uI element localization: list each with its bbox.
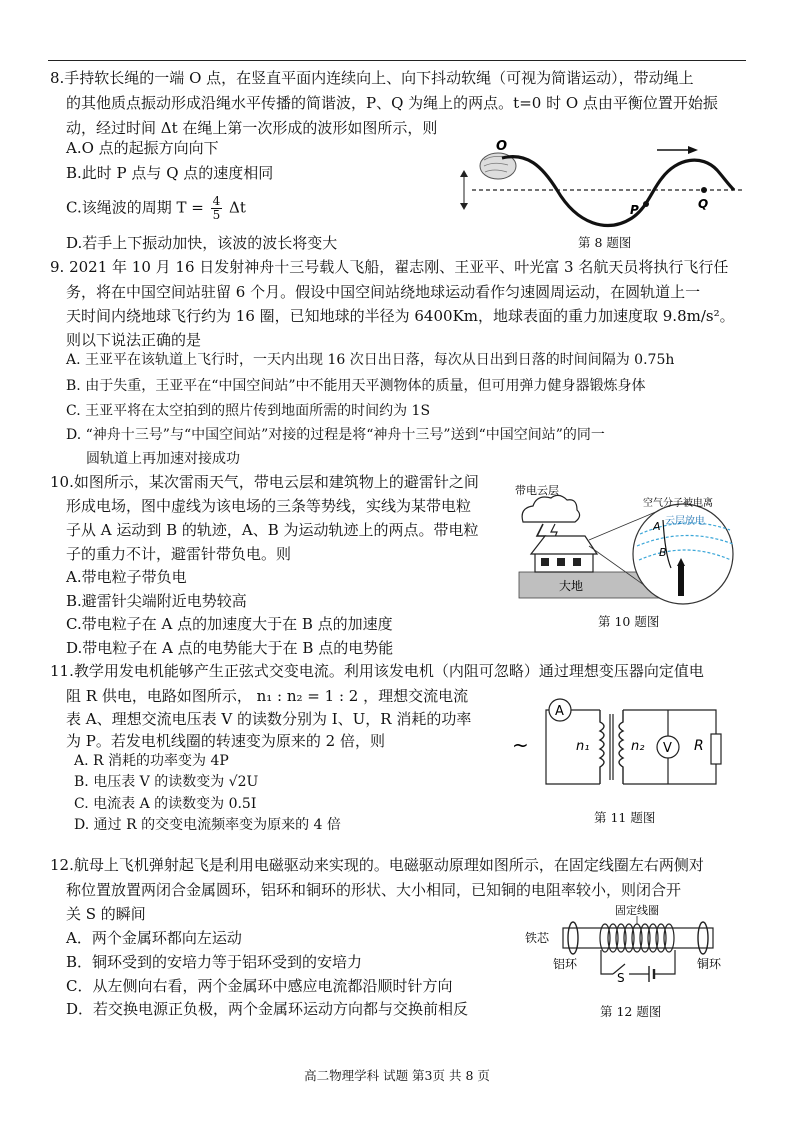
q10-line3: 子从 A 运动到 B 的轨迹，A、B 为运动轨迹上的两点。带电粒 bbox=[66, 521, 479, 539]
propagation-arrow-icon bbox=[657, 146, 698, 154]
q8-option-c-suffix: Δt bbox=[229, 198, 246, 217]
secondary-wire bbox=[623, 710, 716, 734]
wave-curve bbox=[502, 157, 734, 226]
q8-line2: 的其他质点振动形成沿绳水平传播的简谐波，P、Q 为绳上的两点。t=0 时 O 点由平衡位置开始振 bbox=[66, 94, 718, 112]
label-cloud: 带电云层 bbox=[515, 484, 559, 497]
q11-line4: 为 P。若发电机线圈的转速变为原来的 2 倍，则 bbox=[66, 732, 385, 750]
q8-caption: 第 8 题图 bbox=[578, 235, 632, 250]
q11-option-d: D. 通过 R 的交变电流频率变为原来的 4 倍 bbox=[74, 817, 341, 833]
q11-line3: 表 A、理想交流电压表 V 的读数分别为 I、U，R 消耗的功率 bbox=[66, 710, 472, 728]
q8-option-c bbox=[66, 195, 246, 222]
fraction bbox=[211, 195, 223, 222]
label-ground: 大地 bbox=[559, 579, 584, 593]
primary-wire bbox=[546, 710, 600, 784]
voltmeter-label: V bbox=[663, 741, 672, 756]
q8-line3: 动，经过时间 Δt 在绳上第一次形成的波形如图所示，则 bbox=[66, 119, 438, 137]
q8-option-c-prefix: C.该绳波的周期 T = bbox=[66, 198, 204, 217]
secondary-coil bbox=[619, 710, 623, 784]
q9-option-a: A. 王亚平在该轨道上飞行时，一天内出现 16 次日出日落，每次从日出到日落的时间间隔为 0.75h bbox=[66, 352, 675, 368]
q9-line3: 天时间内绕地球飞行约为 16 圈，已知地球的半径为 6400Km，地球表面的重力加速度取 9.8m/s²。 bbox=[66, 307, 735, 325]
resistor-icon bbox=[711, 734, 721, 764]
page-footer: 高二物理学科 试题 第3页 共 8 页 bbox=[304, 1068, 490, 1083]
n2-label: n₂ bbox=[631, 739, 645, 754]
q11-option-c: C. 电流表 A 的读数变为 0.5I bbox=[74, 796, 257, 812]
fraction-numerator: 4 bbox=[212, 194, 221, 208]
q10-option-a: A.带电粒子带负电 bbox=[66, 568, 187, 586]
q11-caption: 第 11 题图 bbox=[594, 810, 656, 825]
label-discharge: 云层放电 bbox=[665, 516, 705, 527]
q10-caption: 第 10 题图 bbox=[598, 614, 660, 629]
q8-wave-figure bbox=[452, 130, 752, 230]
q12-line3: 关 S 的瞬间 bbox=[66, 905, 146, 923]
label-core: 铁芯 bbox=[525, 931, 550, 945]
circuit-wire bbox=[654, 950, 675, 974]
cloud-icon bbox=[522, 495, 579, 522]
q10-option-d: D.带电粒子在 A 点的电势能大于在 B 点的电势能 bbox=[66, 639, 394, 657]
q10-option-c: C.带电粒子在 A 点的加速度大于在 B 点的加速度 bbox=[66, 615, 393, 633]
ammeter-label: A bbox=[555, 704, 564, 719]
q9-option-c: C. 王亚平将在太空拍到的照片传到地面所需的时间约为 1S bbox=[66, 403, 431, 419]
q10-lightning-figure bbox=[515, 484, 755, 609]
label-switch: S bbox=[617, 971, 625, 985]
label-b: B bbox=[659, 546, 667, 559]
q9-line2: 务，将在中国空间站驻留 6 个月。假设中国空间站绕地球运动看作匀速圆周运动，在圆轨道上一 bbox=[66, 283, 701, 301]
circuit-wire bbox=[601, 950, 613, 974]
label-aluminum: 铝环 bbox=[553, 957, 578, 971]
q10-line1: 10.如图所示，某次雷雨天气，带电云层和建筑物上的避雷针之间 bbox=[50, 473, 479, 491]
label-copper: 铜环 bbox=[697, 957, 722, 971]
n1-label: n₁ bbox=[576, 739, 590, 754]
iron-core bbox=[563, 928, 713, 948]
q12-coil-figure bbox=[525, 904, 735, 984]
q12-option-a: A．两个金属环都向左运动 bbox=[66, 929, 242, 947]
primary-coil bbox=[600, 710, 604, 784]
q9-line1: 9. 2021 年 10 月 16 日发射神舟十三号载人飞船，翟志刚、王亚平、叶光富 3 名航天员将执行飞行任 bbox=[50, 258, 729, 276]
point-q-dot bbox=[701, 187, 707, 193]
q10-option-b: B.避雷针尖端附近电势较高 bbox=[66, 592, 247, 610]
label-o: O bbox=[496, 139, 508, 154]
q9-option-d-line1: D. “神舟十三号”与“中国空间站”对接的过程是将“神舟十三号”送到“中国空间站”的同一 bbox=[66, 427, 605, 443]
point-p bbox=[643, 201, 649, 207]
label-p: P bbox=[630, 203, 639, 217]
q11-circuit-figure bbox=[510, 692, 740, 802]
q10-line2: 形成电场，图中虚线为该电场的三条等势线，实线为某带电粒 bbox=[66, 497, 472, 515]
q12-option-d: D．若交换电源正负极，两个金属环运动方向都与交换前相反 bbox=[66, 1000, 469, 1018]
q11-line1: 11.教学用发电机能够产生正弦式交变电流。利用该发电机（内阻可忽略）通过理想变压器向定值电 bbox=[50, 662, 704, 680]
q12-caption: 第 12 题图 bbox=[600, 1004, 662, 1019]
q11-option-a: A. R 消耗的功率变为 4P bbox=[74, 753, 229, 769]
resistor-label: R bbox=[694, 738, 704, 754]
q9-option-d-line2: 圆轨道上再加速对接成功 bbox=[86, 451, 240, 467]
q9-option-b: B. 由于失重，王亚平在“中国空间站”中不能用天平测物体的质量，但可用弹力健身器锻炼身体 bbox=[66, 378, 646, 394]
label-ionize: 空气分子被电离 bbox=[643, 498, 713, 509]
label-q: Q bbox=[698, 197, 709, 211]
q11-option-b: B. 电压表 V 的读数变为 √2U bbox=[74, 774, 259, 790]
house-icon bbox=[531, 536, 597, 572]
q8-option-d: D.若手上下振动加快，该波的波长将变大 bbox=[66, 234, 338, 252]
lightning-rod-icon bbox=[677, 558, 685, 596]
q12-option-c: C．从左侧向右看，两个金属环中感应电流都沿顺时针方向 bbox=[66, 977, 453, 995]
q8-option-b: B.此时 P 点与 Q 点的速度相同 bbox=[66, 164, 274, 182]
q12-line2: 称位置放置两闭合金属圆环，铝环和铜环的形状、大小相同，已知铜的电阻率较小，则闭合开 bbox=[66, 881, 682, 899]
label-coil: 固定线圈 bbox=[615, 904, 659, 917]
q11-line2: 阻 R 供电，电路如图所示， n₁ : n₂ = 1 : 2 ，理想交流电流 bbox=[66, 687, 469, 705]
q9-line4: 则以下说法正确的是 bbox=[66, 331, 202, 349]
q8-line1: 8.手持软长绳的一端 O 点，在竖直平面内连续向上、向下抖动软绳（可视为简谐运动），带动绳上 bbox=[50, 69, 694, 87]
amplitude-arrow-icon bbox=[460, 170, 468, 210]
q12-option-b: B．铜环受到的安培力等于铝环受到的安培力 bbox=[66, 953, 363, 971]
q8-option-a: A.O 点的起振方向向下 bbox=[66, 139, 219, 157]
q10-line4: 子的重力不计，避雷针带负电。则 bbox=[66, 545, 292, 563]
fraction-denominator: 5 bbox=[212, 208, 221, 222]
top-rule bbox=[48, 60, 746, 61]
secondary-wire bbox=[623, 764, 716, 784]
ac-source-icon: ~ bbox=[512, 733, 529, 757]
label-a: A bbox=[653, 520, 661, 533]
q12-line1: 12.航母上飞机弹射起飞是利用电磁驱动来实现的。电磁驱动原理如图所示，在固定线圈左右两侧对 bbox=[50, 856, 704, 874]
